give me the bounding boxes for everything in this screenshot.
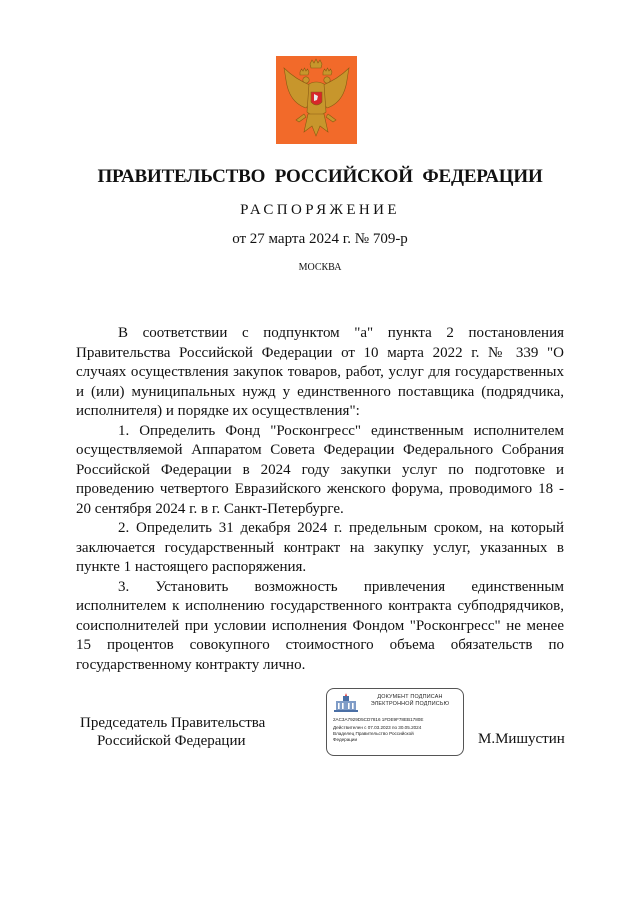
signatory-name: М.Мишустин bbox=[478, 731, 565, 747]
document-city: МОСКВА bbox=[298, 262, 342, 273]
coat-of-arms-icon bbox=[276, 56, 357, 144]
stamp-validity: Действителен с 07.03.2023 по 30.05.2024 bbox=[333, 725, 422, 730]
preamble-paragraph: В соответствии с подпунктом "а" пункта 2 постановления Правительства Российской Федерации от 10 марта 2022 г. № 339 "О случаях осуществления закупок товаров, работ, услуг для государственных и (или) муниципальных нужд у единственного поставщика (подрядчика, исполнителя) и порядке их осуществления": bbox=[76, 325, 564, 419]
document-title: ПРАВИТЕЛЬСТВО РОССИЙСКОЙ ФЕДЕРАЦИИ bbox=[97, 166, 543, 187]
item-2-paragraph: 2. Определить 31 декабря 2024 г. предельным сроком, на который заключается государственный контракт на закупку услуг, указанных в пункте 1 настоящего распоряжения. bbox=[76, 520, 564, 575]
signatory-position bbox=[80, 714, 265, 750]
document-date-number: от 27 марта 2024 г. № 709-р bbox=[232, 231, 408, 247]
document-type: РАСПОРЯЖЕНИЕ bbox=[240, 202, 400, 218]
signatory-position-line1: Председатель Правительства bbox=[80, 715, 266, 731]
stamp-owner-line1: Владелец Правительство Российской bbox=[333, 731, 414, 736]
stamp-owner-line2: Федерации bbox=[333, 737, 358, 742]
stamp-certificate-serial: 2AC3A7929D5CD7816 1FDE9F78EB1780E bbox=[333, 717, 424, 722]
electronic-signature-stamp bbox=[326, 688, 464, 756]
item-3-paragraph: 3. Установить возможность привлечения единственным исполнителем к исполнению государственного контракта субподрядчиков, соисполнителей при условии исполнения Фондом "Росконгресс" не менее 15 процентов совокупного стоимостного объема обязательств по государственному контракту лично. bbox=[76, 578, 564, 673]
signatory-position-line2: Российской Федерации bbox=[97, 733, 246, 749]
stamp-heading-line2: ЭЛЕКТРОННОЙ ПОДПИСЬЮ bbox=[370, 701, 450, 707]
government-building-icon bbox=[333, 693, 359, 713]
document-body bbox=[76, 324, 564, 675]
stamp-heading bbox=[361, 694, 459, 708]
stamp-heading-line1: ДОКУМЕНТ ПОДПИСАН bbox=[377, 694, 443, 700]
item-1-paragraph: 1. Определить Фонд "Росконгресс" единственным исполнителем осуществляемой Аппаратом Совета Федерации Федерального Собрания Российской Федерации в 2024 году закупки услуг по подготовке и проведению четвертого Евразийского женского форума, проводимого 18 - 20 сентября 2024 г. в г. Санкт-Петербурге. bbox=[76, 422, 564, 517]
